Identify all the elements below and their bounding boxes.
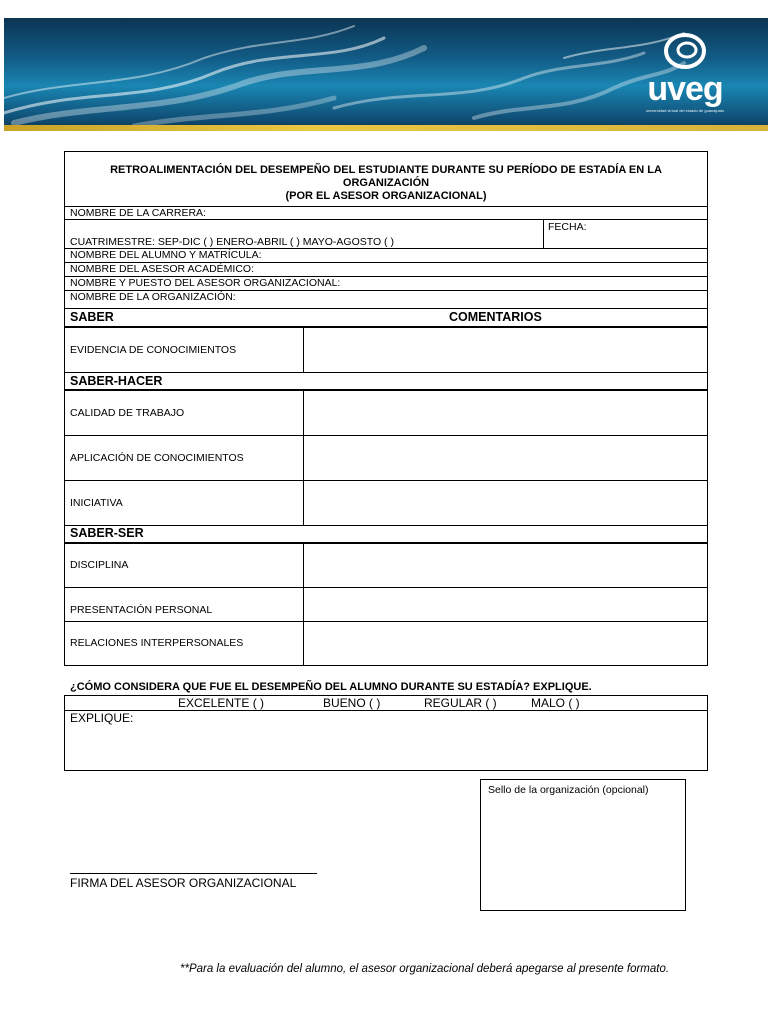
asesor-organizacional-label[interactable]: NOMBRE Y PUESTO DEL ASESOR ORGANIZACIONAL: bbox=[70, 277, 341, 289]
comment-field-calidad[interactable] bbox=[304, 391, 707, 434]
evaluation-form bbox=[64, 151, 708, 666]
stamp-label: Sello de la organización (opcional) bbox=[488, 784, 649, 796]
signature-label: FIRMA DEL ASESOR ORGANIZACIONAL bbox=[70, 876, 297, 890]
asesor-academico-label[interactable]: NOMBRE DEL ASESOR ACADÉMICO: bbox=[70, 263, 254, 275]
comment-field-disciplina[interactable] bbox=[304, 544, 707, 586]
comentarios-heading: COMENTARIOS bbox=[449, 310, 542, 324]
saber-item: EVIDENCIA DE CONOCIMIENTOS bbox=[70, 344, 237, 356]
divider bbox=[65, 710, 707, 711]
logo-swirl-icon bbox=[663, 32, 707, 70]
gold-stripe bbox=[4, 125, 768, 131]
logo-text: uveg bbox=[647, 70, 723, 108]
alumno-label[interactable]: NOMBRE DEL ALUMNO Y MATRÍCULA: bbox=[70, 249, 262, 261]
form-title-line-3: (POR EL ASESOR ORGANIZACIONAL) bbox=[285, 190, 487, 202]
uveg-logo bbox=[640, 32, 730, 118]
footnote: **Para la evaluación del alumno, el asesor organizacional deberá apegarse al presente formato. bbox=[180, 963, 670, 975]
saber-heading: SABER bbox=[70, 310, 114, 324]
header-banner bbox=[4, 18, 768, 131]
saber-hacer-item: APLICACIÓN DE CONOCIMIENTOS bbox=[70, 452, 244, 464]
saber-hacer-heading: SABER-HACER bbox=[70, 374, 163, 388]
saber-hacer-item: CALIDAD DE TRABAJO bbox=[70, 407, 185, 419]
option-malo[interactable]: MALO ( ) bbox=[531, 696, 580, 710]
rating-question: ¿CÓMO CONSIDERA QUE FUE EL DESEMPEÑO DEL ALUMNO DURANTE SU ESTADÍA? EXPLIQUE. bbox=[70, 681, 592, 693]
carrera-label[interactable]: NOMBRE DE LA CARRERA: bbox=[70, 207, 206, 219]
divider bbox=[65, 219, 707, 220]
option-regular[interactable]: REGULAR ( ) bbox=[424, 696, 497, 710]
signature-line[interactable] bbox=[70, 873, 317, 874]
option-excelente[interactable]: EXCELENTE ( ) bbox=[178, 696, 265, 710]
form-title bbox=[65, 164, 707, 203]
saber-ser-item: DISCIPLINA bbox=[70, 559, 129, 571]
comment-field-presentacion[interactable] bbox=[304, 589, 707, 620]
divider bbox=[65, 587, 707, 588]
stamp-box[interactable] bbox=[480, 779, 686, 911]
explique-label: EXPLIQUE: bbox=[70, 711, 134, 725]
fecha-label[interactable]: FECHA: bbox=[548, 221, 587, 233]
saber-ser-item: RELACIONES INTERPERSONALES bbox=[70, 637, 244, 649]
rating-box bbox=[64, 695, 708, 771]
form-title-line-2: ORGANIZACIÓN bbox=[342, 177, 430, 189]
divider bbox=[65, 435, 707, 436]
divider bbox=[65, 308, 707, 309]
divider bbox=[543, 219, 544, 248]
saber-hacer-item: INICIATIVA bbox=[70, 497, 123, 509]
comment-field-aplicacion[interactable] bbox=[304, 437, 707, 479]
comment-field-iniciativa[interactable] bbox=[304, 482, 707, 524]
logo-tagline: universidad virtual del estado de guanajuato bbox=[645, 108, 725, 113]
form-title-line-1: RETROALIMENTACIÓN DEL DESEMPEÑO DEL ESTUDIANTE DURANTE SU PERÍODO DE ESTADÍA EN LA bbox=[110, 164, 662, 176]
option-bueno[interactable]: BUENO ( ) bbox=[323, 696, 381, 710]
divider bbox=[65, 525, 707, 526]
explique-field[interactable] bbox=[67, 726, 705, 768]
divider bbox=[65, 372, 707, 373]
divider bbox=[65, 480, 707, 481]
organizacion-label[interactable]: NOMBRE DE LA ORGANIZACIÓN: bbox=[70, 291, 236, 303]
saber-ser-heading: SABER-SER bbox=[70, 526, 144, 540]
comment-field-evidencia[interactable] bbox=[304, 328, 707, 371]
cuatrimestre-label[interactable]: CUATRIMESTRE: SEP-DIC ( ) ENERO-ABRIL ( ) MAYO-AGOSTO ( ) bbox=[70, 236, 394, 248]
comment-field-relaciones[interactable] bbox=[304, 623, 707, 665]
saber-ser-item: PRESENTACIÓN PERSONAL bbox=[70, 604, 213, 616]
divider bbox=[65, 621, 707, 622]
